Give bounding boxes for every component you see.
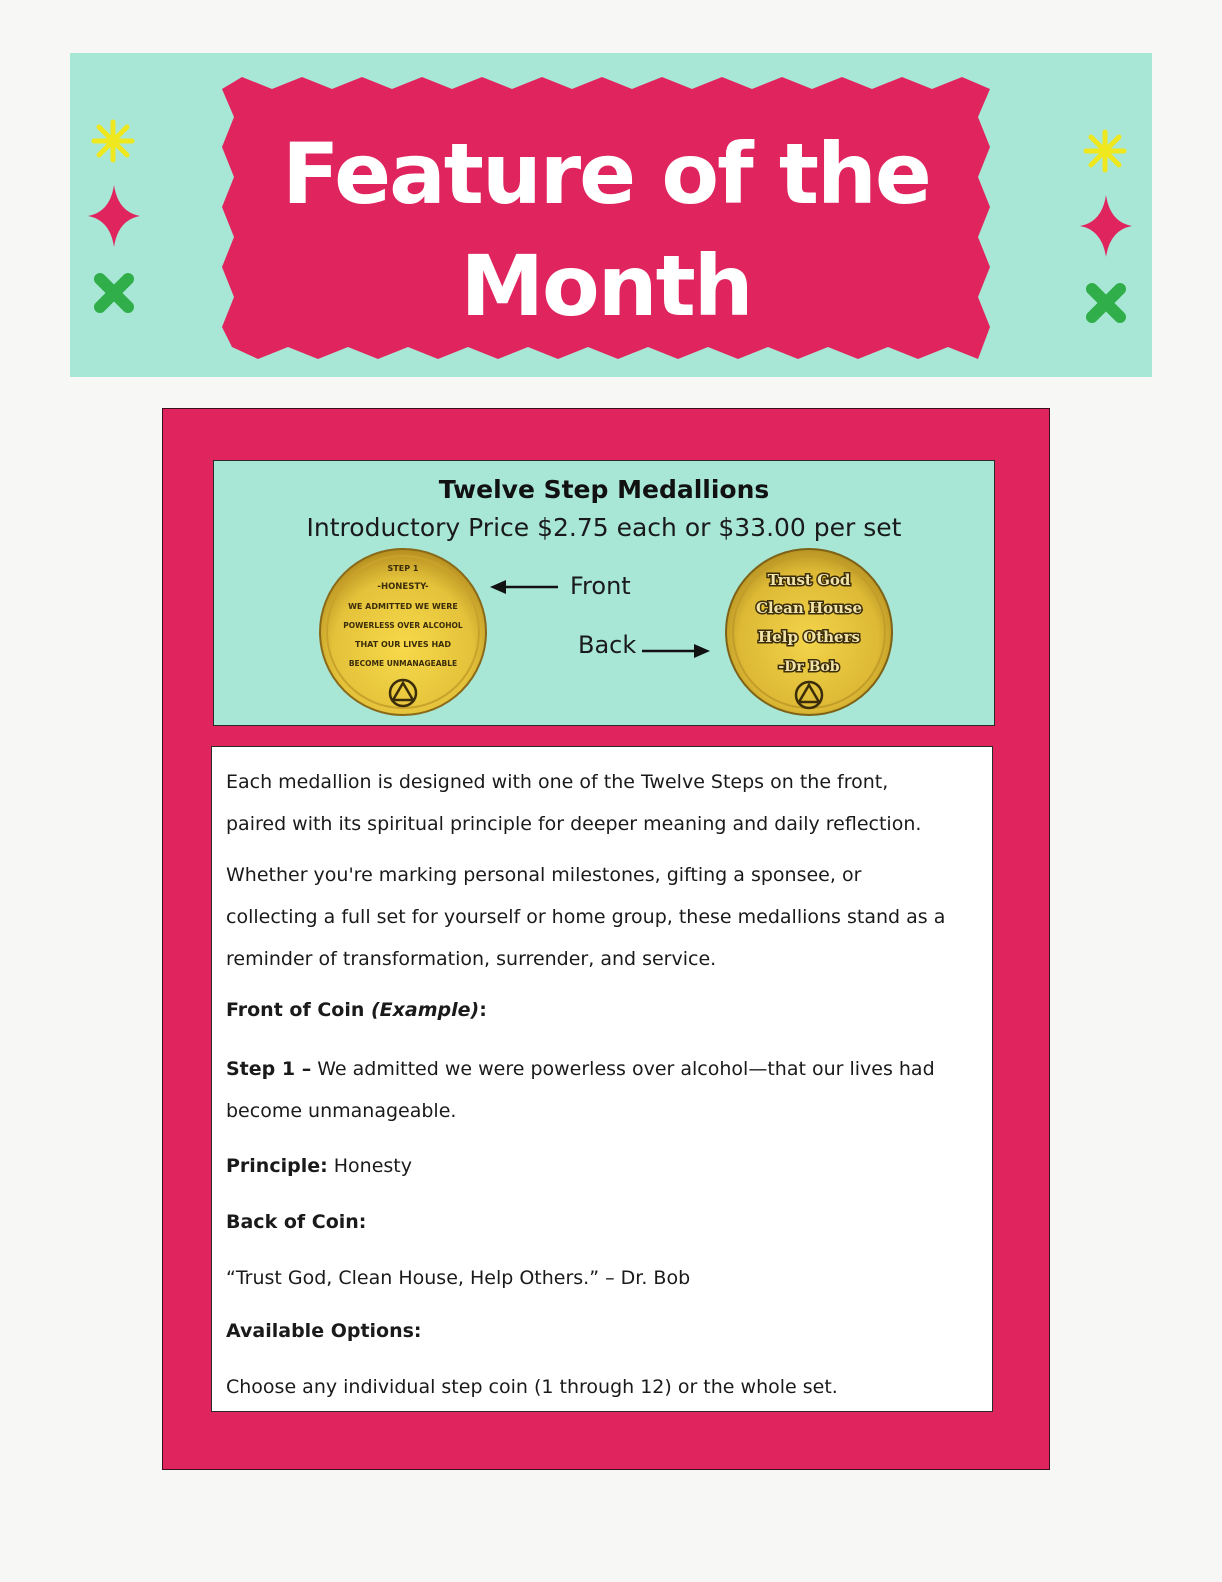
paragraph-1-line: Each medallion is designed with one of the Twelve Steps on the front,	[226, 771, 889, 793]
step-text: We admitted we were powerless over alcohol—that our lives had	[311, 1058, 935, 1080]
step-label: Step 1 –	[226, 1058, 312, 1080]
asterisk-star-icon	[90, 118, 136, 164]
arrow-right-icon	[642, 641, 712, 661]
front-heading-example: (Example)	[371, 999, 480, 1021]
front-of-coin-heading	[226, 999, 487, 1021]
back-coin-line: Clean House	[755, 599, 863, 617]
front-coin-line: POWERLESS OVER ALCOHOL	[343, 621, 463, 630]
description-box	[211, 746, 993, 1412]
principle-line	[226, 1155, 412, 1177]
cross-icon	[1084, 281, 1128, 325]
back-quote: “Trust God, Clean House, Help Others.” – Dr. Bob	[226, 1267, 691, 1289]
arrow-left-icon	[488, 577, 560, 597]
sparkle-icon	[88, 185, 140, 247]
front-coin-line: STEP 1	[387, 564, 419, 573]
banner-title-line2: Month	[460, 237, 752, 335]
paragraph-2-line: collecting a full set for yourself or home group, these medallions stand as a	[226, 906, 946, 928]
banner-title	[222, 118, 990, 342]
back-label: Back	[578, 631, 637, 659]
product-box	[213, 460, 995, 726]
paragraph-2-line: Whether you're marking personal milestones, gifting a sponsee, or	[226, 864, 862, 886]
cross-icon	[92, 271, 136, 315]
paragraph-2-line: reminder of transformation, surrender, and service.	[226, 948, 717, 970]
principle-value: Honesty	[327, 1155, 412, 1177]
product-title: Twelve Step Medallions	[438, 475, 770, 504]
back-coin-line: Help Others	[758, 628, 860, 646]
front-coin-line: BECOME UNMANAGEABLE	[348, 659, 458, 668]
product-price: Introductory Price $2.75 each or $33.00 per set	[306, 513, 902, 542]
options-text: Choose any individual step coin (1 through 12) or the whole set.	[226, 1376, 838, 1398]
header-banner	[70, 53, 1152, 377]
back-coin-line: Trust God	[767, 571, 851, 589]
paragraph-1-line: paired with its spiritual principle for deeper meaning and daily reflection.	[226, 813, 922, 835]
front-heading-colon: :	[479, 999, 487, 1021]
asterisk-star-icon	[1082, 128, 1128, 174]
front-heading-text: Front of Coin	[226, 999, 371, 1021]
available-options-heading: Available Options:	[226, 1320, 422, 1342]
front-coin-line: -HONESTY-	[377, 582, 429, 592]
step-line	[226, 1058, 935, 1080]
sparkle-icon	[1080, 195, 1132, 257]
front-coin-line: WE ADMITTED WE WERE	[348, 602, 458, 611]
back-coin-image	[724, 547, 894, 717]
front-coin-image	[318, 547, 488, 717]
front-label: Front	[570, 572, 631, 600]
principle-label: Principle:	[226, 1155, 328, 1177]
banner-title-line1: Feature of the	[282, 125, 930, 223]
back-coin-line: -Dr Bob	[778, 659, 840, 675]
back-of-coin-heading: Back of Coin:	[226, 1211, 367, 1233]
front-coin-line: THAT OUR LIVES HAD	[354, 640, 452, 649]
step-line: become unmanageable.	[226, 1100, 457, 1122]
